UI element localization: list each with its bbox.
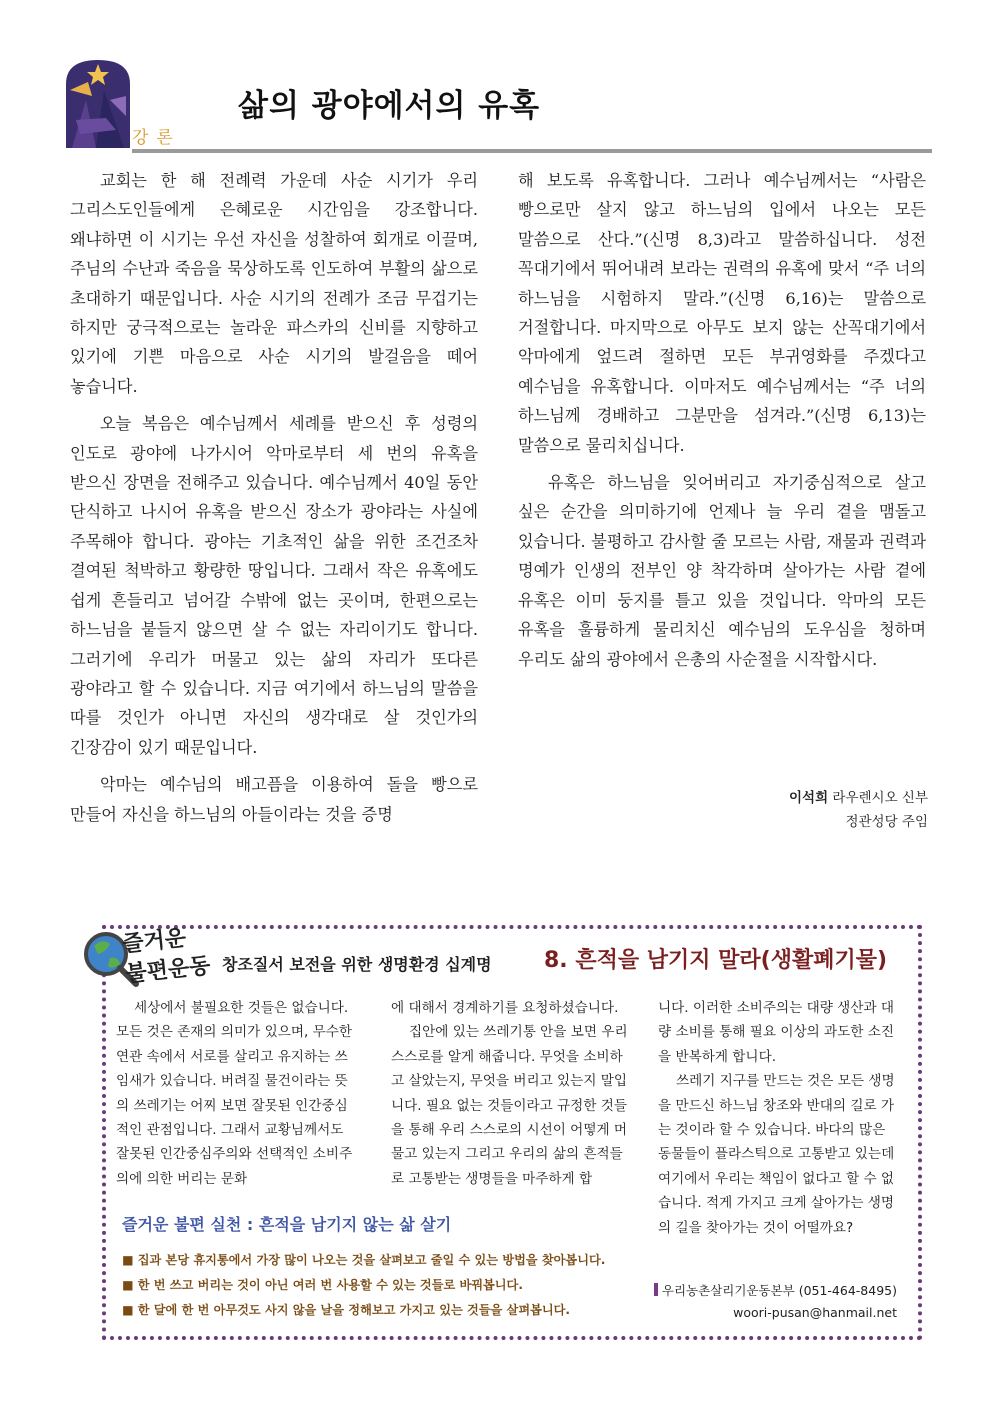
campaign-paragraph: 니다. 이러한 소비주의는 대량 생산과 대량 소비를 통해 필요 이상의 과도한 소진을 반복하게 합니다. bbox=[658, 1000, 895, 1065]
campaign-logo-line: 불편운동 bbox=[124, 953, 212, 988]
campaign-paragraph: 에 대해서 경계하기를 요청하셨습니다. bbox=[391, 1000, 619, 1016]
author-signature bbox=[789, 786, 928, 834]
practice-list bbox=[122, 1248, 605, 1323]
campaign-paragraph: 세상에서 불필요한 것들은 없습니다. 모든 것은 존재의 의미가 있으며, 무수한 연관 속에서 서로를 살리고 유지하는 쓰임새가 있습니다. 버려질 물건이라는 뜻의 쓰레기는 어찌 보면 잘못된 인간중심적인 관점입니다. 그래서 교황님께서도 잘못된 인간중심주의와 선택적인 소비주의에 의한 버리는 문화 bbox=[116, 1000, 353, 1187]
practice-heading: 즐거운 불편 실천 : 흔적을 남기지 않는 삶 살기 bbox=[122, 1215, 452, 1234]
author-parish: 정관성당 주임 bbox=[845, 814, 928, 830]
article-left-column bbox=[70, 166, 478, 837]
organization-contact bbox=[654, 1280, 897, 1324]
article-paragraph: 악마는 예수님의 배고픔을 이용하여 돌을 빵으로 만들어 자신을 하느님의 아들이라는 것을 증명 bbox=[70, 775, 478, 824]
section-label: 강론 bbox=[132, 128, 181, 148]
organization-name: 우리농촌살리기운동본부 (051-464-8495) bbox=[661, 1283, 897, 1298]
author-name: 이석희 bbox=[789, 790, 829, 806]
article-paragraph: 유혹은 하느님을 잊어버리고 자기중심적으로 살고 싶은 순간을 의미하기에 언제나 늘 우리 곁을 맴돌고 있습니다. 불평하고 감사할 줄 모르는 사람, 재물과 권력과 명예가 인생의 전부인 양 착각하며 살아가는 사람 곁에 유혹은 이미 둥지를 틀고 있을 것입니다. 악마의 모든 유혹을 훌륭하게 물리치신 예수님의 도우심을 청하며 우리도 삶의 광야에서 은총의 사순절을 시작합시다. bbox=[518, 473, 926, 669]
article-right-column bbox=[518, 166, 926, 682]
article-paragraph: 교회는 한 해 전례력 가운데 사순 시기가 우리 그리스도인들에게 은혜로운 시간임을 강조합니다. 왜냐하면 이 시기는 우선 자신을 성찰하여 회개로 이끌며, 주님의 수난과 죽음을 묵상하도록 인도하여 부활의 삶으로 초대하기 때문입니다. 사순 시기의 전례가 조금 무겁기는 하지만 궁극적으로는 놀라운 파스카의 신비를 지향하고 있기에 기쁜 마음으로 사순 시기의 발걸음을 떼어 놓습니다. bbox=[70, 171, 478, 396]
article-paragraph: 오늘 복음은 예수님께서 세례를 받으신 후 성령의 인도로 광야에 나가시어 악마로부터 세 번의 유혹을 받으신 장면을 전해주고 있습니다. 예수님께서 40일 동안 단식하고 나시어 유혹을 받으신 장소가 광야라는 사실에 주목해야 합니다. 광야는 기초적인 삶을 위한 조건조차 결여된 척박하고 황량한 땅입니다. 그래서 작은 유혹에도 쉽게 흔들리고 넘어갈 수밖에 없는 곳이며, 한편으로는 하느님을 붙들지 않으면 살 수 없는 자리이기도 합니다. 그러기에 우리가 머물고 있는 삶의 자리가 또다른 광야라고 할 수 있습니다. 지금 여기에서 하느님의 말씀을 따를 것인가 아니면 자신의 생각대로 살 것인가의 긴장감이 있기 때문입니다. bbox=[70, 414, 478, 757]
page-title: 삶의 광야에서의 유혹 bbox=[238, 88, 541, 124]
campaign-title: 8. 흔적을 남기지 말라(생활폐기물) bbox=[544, 948, 888, 973]
campaign-subtitle: 창조질서 보전을 위한 생명환경 십계명 bbox=[222, 955, 492, 974]
practice-item: ■ 한 달에 한 번 아무것도 사지 않을 날을 정해보고 가지고 있는 것들을 살펴봅니다. bbox=[122, 1298, 605, 1323]
campaign-paragraph: 집안에 있는 쓰레기통 안을 보면 우리 스스로를 알게 해줍니다. 무엇을 소비하고 살았는지, 무엇을 버리고 있는지 말입니다. 필요 없는 것들이라고 규정한 것들을 통해 우리 스스로의 시선이 어떻게 머물고 있는지 그리고 우리의 삶의 흔적들로 고통받는 생명들을 마주하게 합 bbox=[391, 1024, 628, 1187]
campaign-column-2 bbox=[391, 996, 631, 1191]
campaign-logo-line: 즐거운 bbox=[121, 925, 188, 958]
practice-item: ■ 한 번 쓰고 버리는 것이 아닌 여러 번 사용할 수 있는 것들로 바꿔봅니다. bbox=[122, 1273, 605, 1298]
article-paragraph: 해 보도록 유혹합니다. 그러나 예수님께서는 “사람은 빵으로만 살지 않고 하느님의 입에서 나오는 모든 말씀으로 산다.”(신명 8,3)라고 말씀하십니다. 성전 꼭대기에서 뛰어내려 보라는 권력의 유혹에 맞서 “주 너의 하느님을 시험하지 말라.”(신명 6,16)는 말씀으로 거절합니다. 마지막으로 아무도 보지 않는 산꼭대기에서 악마에게 엎드려 절하면 모든 부귀영화를 주겠다고 예수님을 유혹합니다. 이마저도 예수님께서는 “주 너의 하느님께 경배하고 그분만을 섬겨라.”(신명 6,13)는 말씀으로 물리치십니다. bbox=[518, 171, 926, 455]
campaign-paragraph: 쓰레기 지구를 만드는 것은 모든 생명을 만드신 하느님 창조와 반대의 길로 가는 것이라 할 수 있습니다. 바다의 많은 동물들이 플라스틱으로 고통받고 있는데 여기에서 우리는 책임이 없다고 할 수 없습니다. 적게 가지고 크게 살아가는 생명의 길을 찾아가는 것이 어떨까요? bbox=[658, 1073, 895, 1236]
campaign-logo bbox=[121, 922, 212, 991]
campaign-column-1 bbox=[116, 996, 356, 1191]
title-divider bbox=[132, 149, 932, 153]
author-title: 라우렌시오 신부 bbox=[832, 790, 928, 806]
accent-bar bbox=[654, 1283, 658, 1296]
campaign-column-3 bbox=[658, 996, 898, 1240]
organization-email: woori-pusan@hanmail.net bbox=[733, 1305, 897, 1320]
stained-glass-logo bbox=[66, 60, 130, 148]
practice-item: ■ 집과 본당 휴지통에서 가장 많이 나오는 것을 살펴보고 줄일 수 있는 방법을 찾아봅니다. bbox=[122, 1248, 605, 1273]
